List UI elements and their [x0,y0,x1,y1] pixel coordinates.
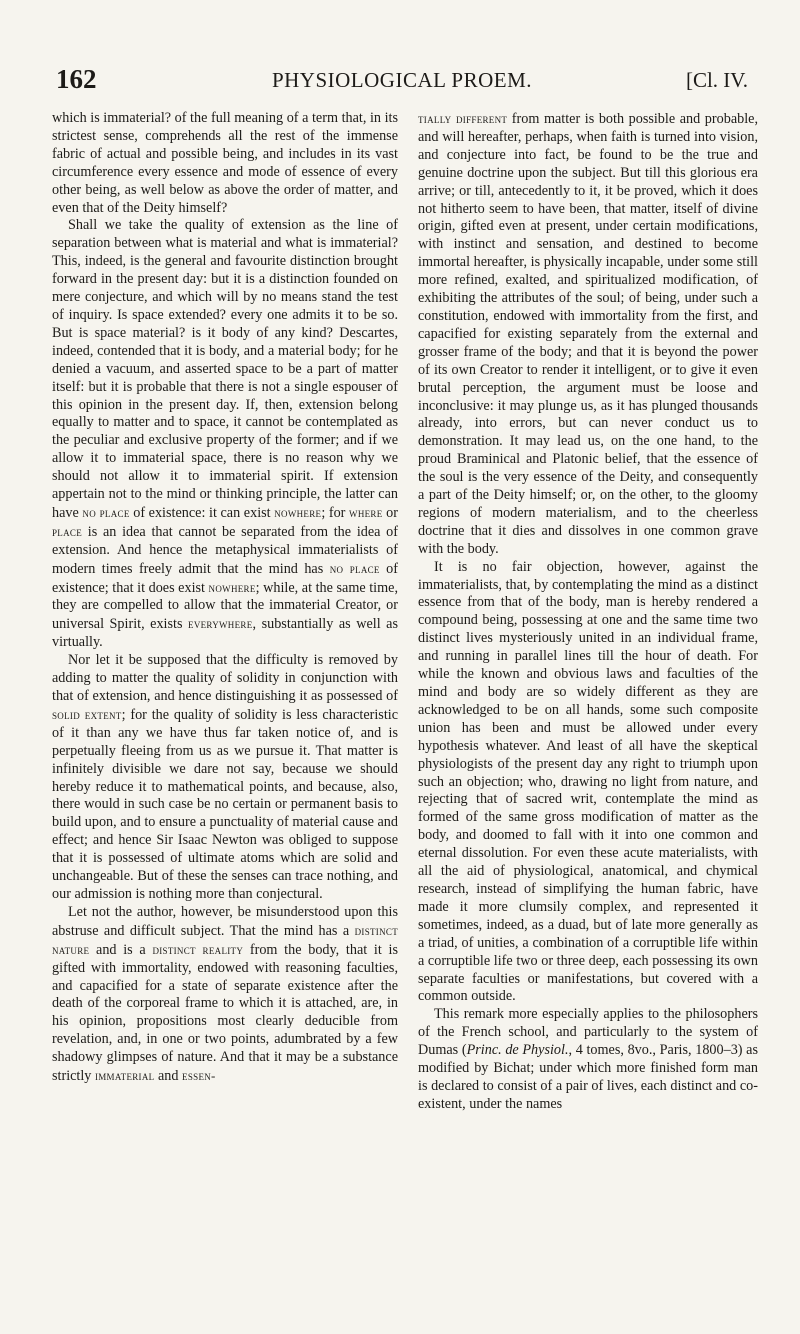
small-caps-text: no place [329,560,380,576]
text-run: and is a [89,941,153,958]
small-caps-text: no place [82,504,130,520]
text-run: which is immaterial? of the full meaning of a term that, in its strictest sense, comprehends all the rest of the immense fabric of actual and possible being, and includes in its vast circumference every essence and mode of essence of every other being, as well below as above the order of matter, and even that of the Deity himself? [52,110,398,216]
text-run: This remark more especially applies to the philosophers of the French school, and particularly to the system of Dumas ( [418,1006,758,1059]
small-caps-text: everywhere [188,616,253,632]
small-caps-text: essen- [182,1068,216,1084]
small-caps-text: nowhere [208,579,256,595]
small-caps-text: nowhere [274,504,322,520]
text-run: of existence; that it does exist [52,560,398,596]
text-run: It is no fair objection, however, against the immaterialists, that, by contemplating the mind as a distinct essence from that of the body, man is hereby rendered a compound being, possessing at one and the same time two distinct lives mysteriously united in an individual frame, and running in parallel lines till the hour of death. For while the known and obvious laws and faculties of the mind and body are so widely different as they are acknowledged to be on all hands, some such composite union has been and must be allowed under every hypothesis whatever. And least of all have the skeptical physiologists of the present day any right to triumph upon such an objection; who, drawing no light from nature, and rejecting that of sacred writ, contemplate the mind as formed of the same gross modification of matter as the body, and doomed to fall with it into one common and eternal dissolution. For even these acute materialists, with all the aid of physiological, anatomical, and chymical research, instead of simplifying the human fabric, have made it more clumsily complex, and represented it sometimes, indeed, as a duad, but of late more generally as a triad, of unities, a combination of a corruptible life within a corruptible life two or three deep, each possessing its own separate faculties or manifestations, but covered with a common outside. [418,558,758,1005]
paragraph [418,1006,758,1113]
text-run: is an idea that cannot be separated from the idea of extension. And hence the metaphysical immaterialists of modern times freely admit that the mind has [52,523,398,577]
text-run: or [382,504,398,521]
text-run: Shall we take the quality of extension as the line of separation between what is material and what is immaterial? This, indeed, is the general and favourite distinction brought forward in the present day: but it is a distinction founded on mere conjecture, and which will by no means stand the test of inquiry. Is space extended? every one admits it to be so. But is space material? is it body of any kind? Descartes, indeed, contended that it is body, and a material body; for he denied a vacuum, and asserted space to be a part of matter itself: but it is probable that there is not a single espouser of this opinion in the present day. If, then, extension belong equally to matter and to space, it cannot be contemplated as the peculiar and exclusive property of the former; and if we allow it to immaterial space, there is no reason why we should not allow it to immaterial spirit. If extension appertain not to the mind or thinking principle, the latter can have [52,217,398,521]
text-run: , 4 tomes, 8vo., Paris, 1800–3) as modified by Bichat; under which more finished form man is declared to consist of a pair of lives, each distinct and co-existent, under the names [418,1042,758,1112]
text-run: ; for [321,504,350,521]
paragraph [418,559,758,1007]
small-caps-text: tially different [418,111,508,126]
small-caps-text: place [52,523,83,539]
left-column [52,110,398,1300]
chapter-marker: [Cl. IV. [685,68,748,92]
text-run: from matter is both possible and probable, and will hereafter, perhaps, when faith is turned into vision, and conjecture into fact, be found to be the true and genuine doctrine upon the subject. But till this glorious era arrive; or till, antecedently to it, it be proved, which it does not hitherto seem to have been, that matter, itself of divine origin, gifted even at present, under certain modifications, with instinct and sensation, and destined to become immortal hereafter, is physically incapable, under some still more refined, exalted, and spiritualized modification, of exhibiting the attributes of the soul; of being, under such a constitution, endowed with immortality from the first, and capacified for existing separately from the external and grosser frame of the body; and that it is beyond the power of its own Creator to render it intelligent, or to give it even brutal perception, the argument must be loose and inconclusive: it may plunge us, as it has plunged thousands already, into errors, but can never conduct us to demonstration. It may lead us, on the one hand, to the proud Braminical and Platonic belief, that the essence of the soul is the very essence of the Deity, and consequently a part of the Deity himself; or, on the other, to the gloomy regions of modern materialism, and to the cheerless doctrine that it dies and dissolves in one common grave with the body. [418,111,758,557]
text-run: Nor let it be supposed that the difficulty is removed by adding to matter the quality of solidity in conjunction with that of extension, and hence distinguishing it as possessed of [52,652,398,704]
small-caps-text: immaterial [94,1068,155,1084]
paragraph [52,217,398,652]
paragraph [418,110,758,559]
right-column [418,110,758,1300]
text-run: Let not the author, however, be misunderstood upon this abstruse and difficult subject. That the mind has a [52,903,398,939]
italic-text: Princ. de Physiol. [466,1042,569,1059]
text-run: from the body, that it is gifted with immortality, endowed with reasoning faculties, and capacified for a state of separate existence after the death of the corporeal frame to which it is attached, are, in his opinion, propositions most clearly deducible from revelation, and, in one or two points, adumbrated by a few shadowy glimpses of nature. And that it may be a substance strictly [52,941,398,1085]
page-number: 162 [56,64,97,94]
small-caps-text: solid extent [52,706,122,722]
small-caps-text: distinct nature [52,922,398,957]
small-caps-text: where [349,504,383,520]
text-run: ; while, at the same time, they are compelled to allow that the immaterial Creator, or universal Spirit, exists [52,579,398,633]
running-header [56,62,748,98]
text-run: and [154,1068,183,1085]
running-title: PHYSIOLOGICAL PROEM. [271,68,533,92]
text-run: of existence: it can exist [129,504,275,521]
paragraph [52,110,398,217]
paragraph [52,904,398,1086]
text-run: ; for the quality of solidity is less characteristic of it than any we have thus far taken notice of, and is perpetually fleeing from us as we pursue it. That matter is infinitely divisible we dare not say, because we should hereby reduce it to mathematical points, and because, also, there would in such case be no certain or permanent basis to build upon, and to ensure a punctuality of material cause and effect; and hence Sir Isaac Newton was obliged to suppose that it is possessed of ultimate atoms which are solid and unchangeable. But of these the senses can trace nothing, and our admission is nothing more than conjectural. [52,706,399,902]
text-run: , substantially as well as virtually. [52,616,398,651]
paragraph [52,652,398,904]
small-caps-text: distinct reality [152,941,244,957]
